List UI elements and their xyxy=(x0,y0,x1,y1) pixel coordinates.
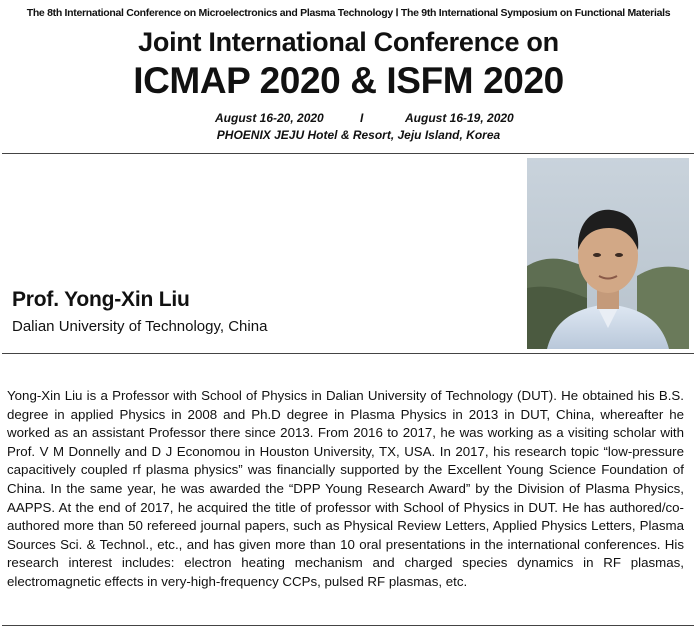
speaker-photo xyxy=(527,158,689,349)
isfm-dates: August 16-19, 2020 xyxy=(405,111,514,125)
speaker-bio: Yong-Xin Liu is a Professor with School of Physics in Dalian University of Technology (DUT). He obtained his B.S. degree in applied Physics in 2008 and Ph.D degree in Plasma Physics in 2013 in DUT, China, whereafter he worked as an assistant Professor there since 2013. From 2016 to 2017, he was working as a visiting scholar with Prof. V M Donnelly and D J Economou in Houston University, TX, USA. In 2017, his research topic “low-pressure capacitively coupled rf plasma physics” was financially supported by the Excellent Young Science Foundation of China. In the same year, he was awarded the “DPP Young Research Award” by the Division of Plasma Physics, AAPPS. At the end of 2017, he acquired the title of professor with School of Physics in DUT. He has authored/co-authored more than 50 refereed journal papers, such as Physical Review Letters, Applied Physics Letters, Plasma Sources Sci. & Technol., etc., and has given more than 10 oral presentations in the international conferences. His research interest includes: electron heating mechanism and charged species dynamics in RF plasmas, electromagnetic effects in very-high-frequency CCPs, pulsed RF plasmas, etc. xyxy=(7,388,684,589)
portrait-photo-icon xyxy=(527,158,689,349)
dates-separator: I xyxy=(360,111,364,125)
header-divider xyxy=(2,153,694,154)
icmap-dates: August 16-20, 2020 xyxy=(215,111,324,125)
conference-venue: PHOENIX JEJU Hotel & Resort, Jeju Island, Korea xyxy=(216,128,501,142)
conference-name: ICMAP 2020 & ISFM 2020 xyxy=(133,60,564,101)
conference-title: Joint International Conference on xyxy=(138,27,559,57)
conference-dates xyxy=(215,111,514,125)
speaker-affiliation: Dalian University of Technology, China xyxy=(12,318,268,335)
conference-subtitle: The 8th International Conference on Microelectronics and Plasma Technology Ⅰ The 9th International Symposium on Functional Materials xyxy=(26,7,671,19)
speaker-name: Prof. Yong-Xin Liu xyxy=(12,288,190,311)
